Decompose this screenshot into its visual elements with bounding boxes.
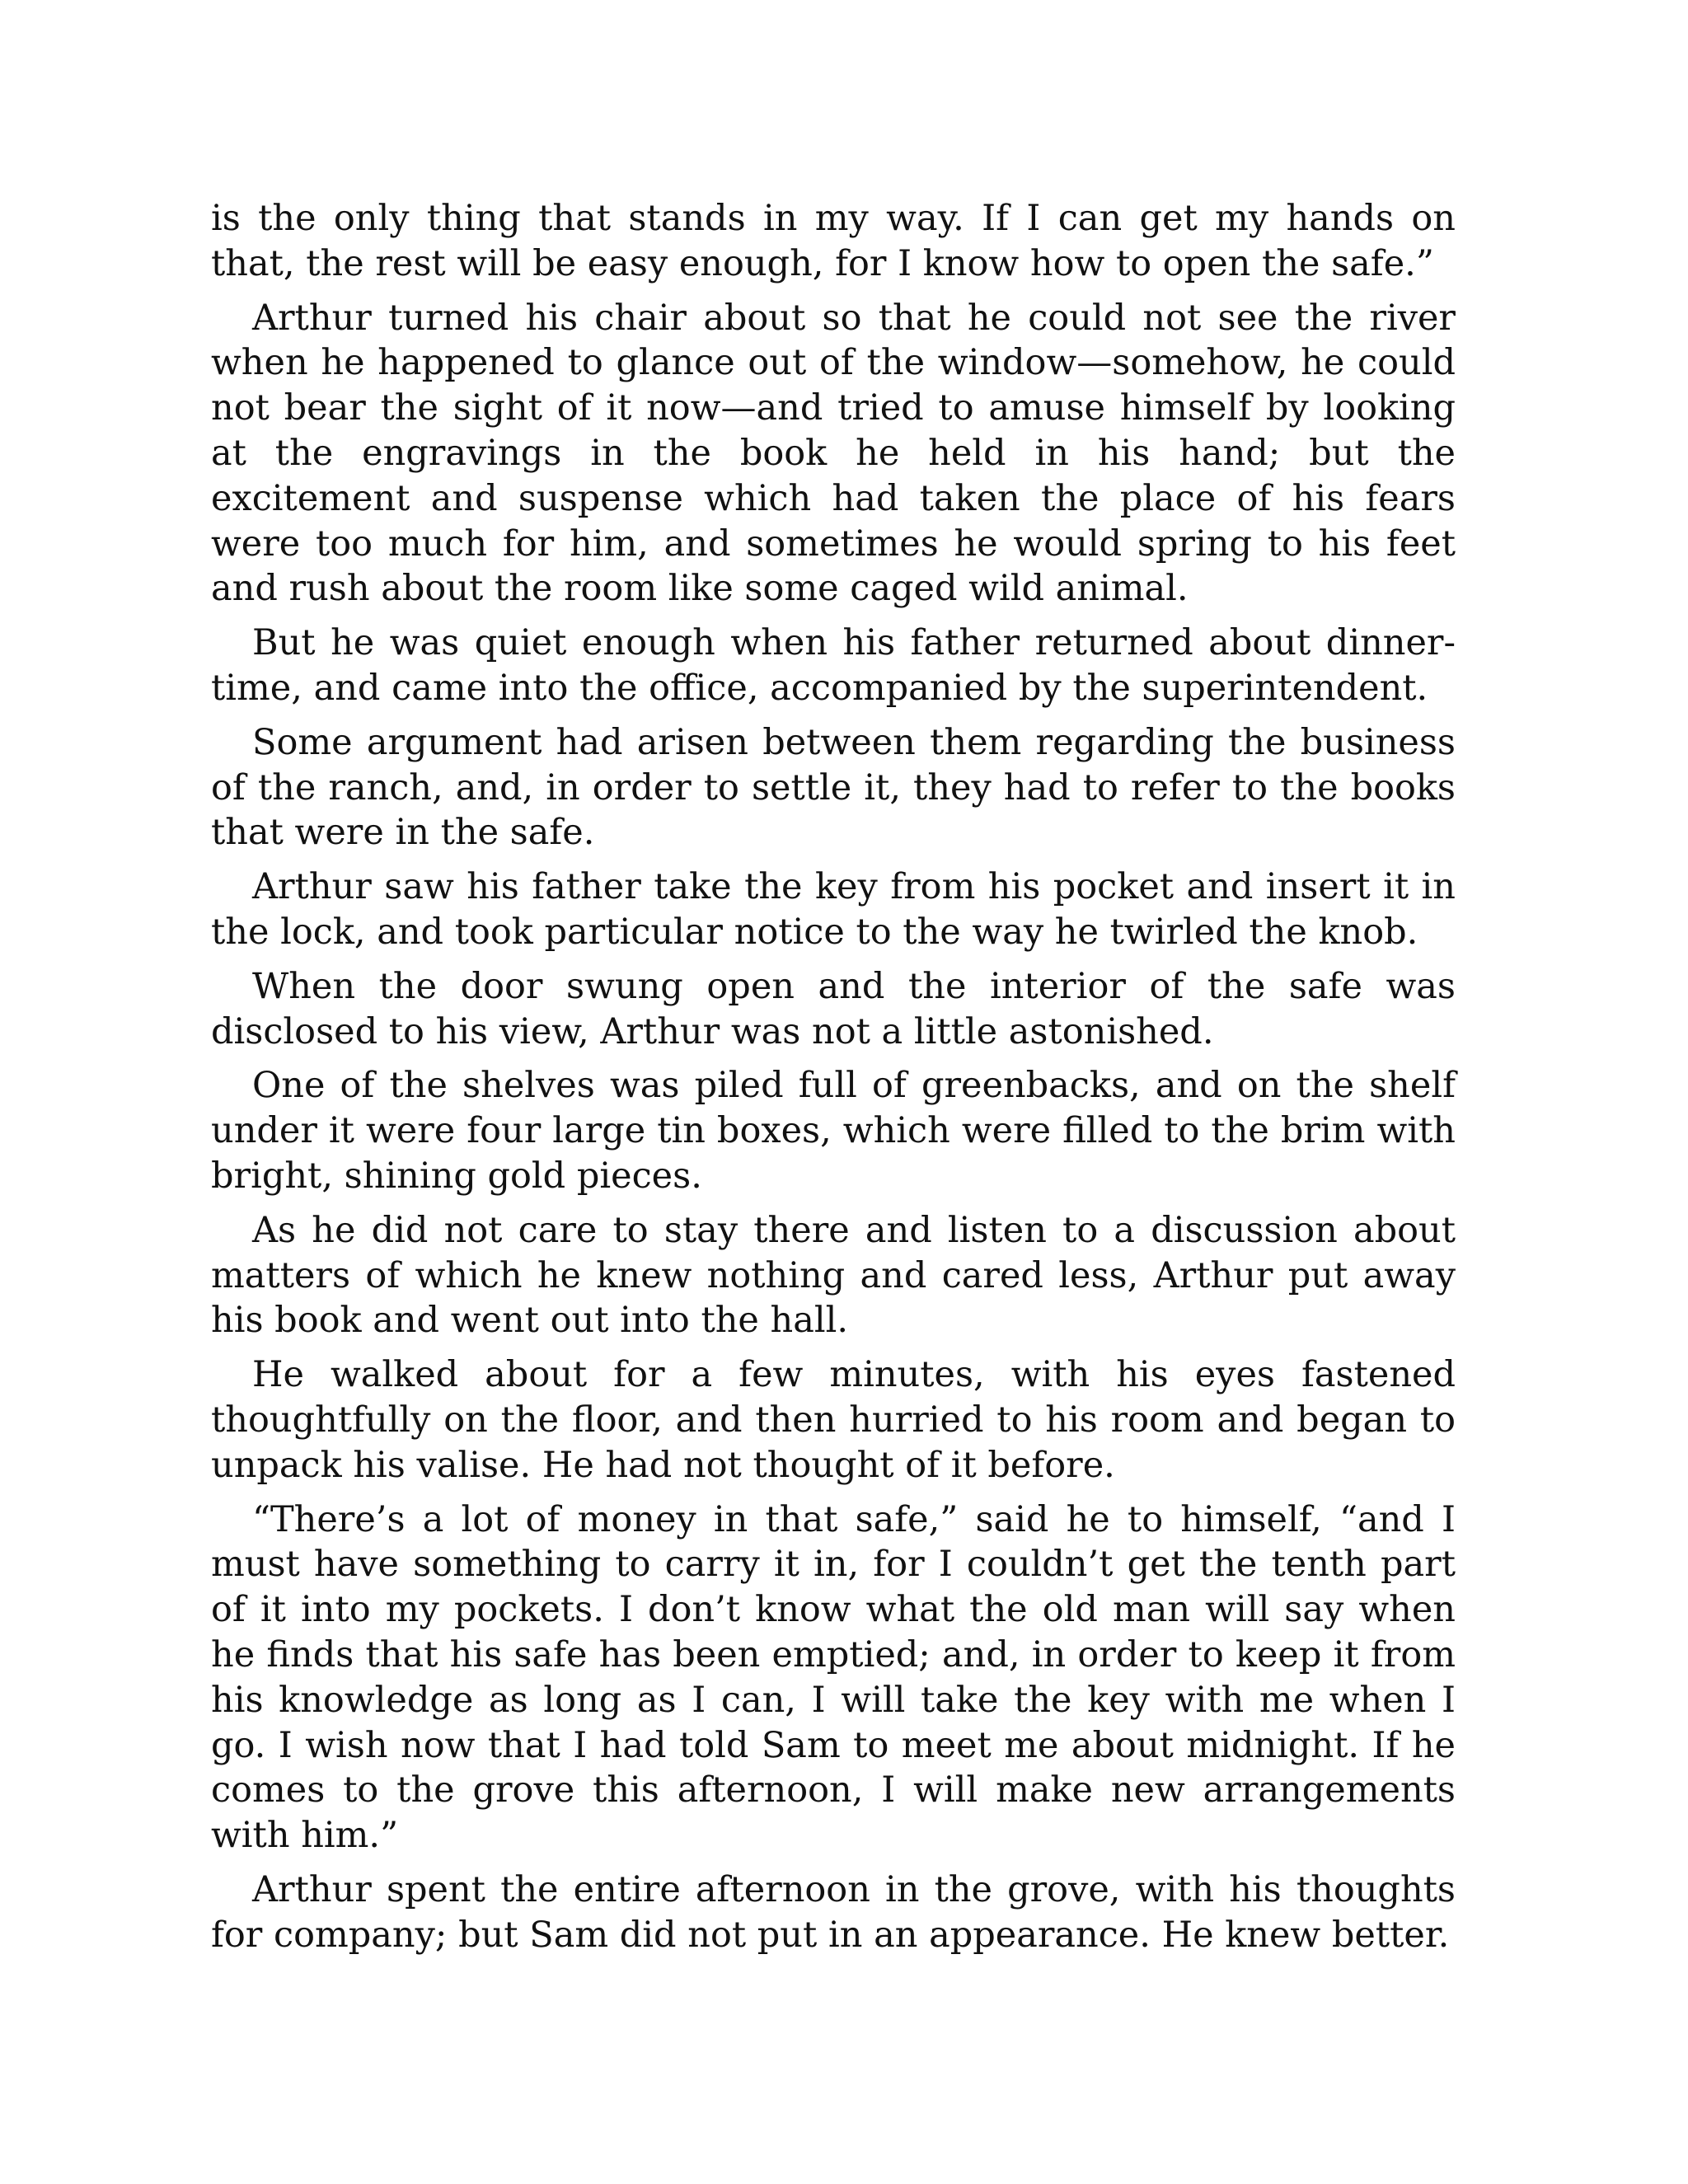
paragraph-3: But he was quiet enough when his father returned about dinner-time, and came into the office, accompanied by the superintendent.	[211, 622, 1456, 709]
body-text	[211, 196, 1456, 1966]
paragraph-6: When the door swung open and the interior of the safe was disclosed to his view, Arthur was not a little astonished.	[211, 965, 1456, 1052]
paragraph-1: is the only thing that stands in my way. If I can get my hands on that, the rest will be easy enough, for I know how to open the safe.”	[211, 198, 1456, 284]
paragraph-11: Arthur spent the entire afternoon in the grove, with his thoughts for company; but Sam did not put in an appearance. He knew better.	[211, 1868, 1456, 1956]
paragraph-4: Some argument had arisen between them regarding the business of the ranch, and, in order to settle it, they had to refer to the books that were in the safe.	[211, 721, 1456, 854]
paragraph-8: As he did not care to stay there and listen to a discussion about matters of which he knew nothing and cared less, Arthur put away his book and went out into the hall.	[211, 1209, 1456, 1342]
paragraph-2: Arthur turned his chair about so that he could not see the river when he happened to glance out of the window—somehow, he could not bear the sight of it now—and tried to amuse himself by looking at the engravings in the book he held in his hand; but the excitement and suspense which had taken the place of his fears were too much for him, and sometimes he would spring to his feet and rush about the room like some caged wild animal.	[211, 297, 1456, 610]
paragraph-7: One of the shelves was piled full of greenbacks, and on the shelf under it were four large tin boxes, which were filled to the brim with bright, shining gold pieces.	[211, 1065, 1456, 1197]
paragraph-5: Arthur saw his father take the key from his pocket and insert it in the lock, and took particular notice to the way he twirled the knob.	[211, 866, 1456, 953]
paragraph-10: “There’s a lot of money in that safe,” said he to himself, “and I must have something to carry it in, for I couldn’t get the tenth part of it into my pockets. I don’t know what the old man will say when he finds that his safe has been emptied; and, in order to keep it from his knowledge as long as I can, I will take the key with me when I go. I wish now that I had told Sam to meet me about midnight. If he comes to the grove this afternoon, I will make new arrangements with him.”	[211, 1498, 1456, 1857]
paragraph-9: He walked about for a few minutes, with his eyes fastened thoughtfully on the floor, and then hurried to his room and began to unpack his valise. He had not thought of it before.	[211, 1354, 1456, 1486]
